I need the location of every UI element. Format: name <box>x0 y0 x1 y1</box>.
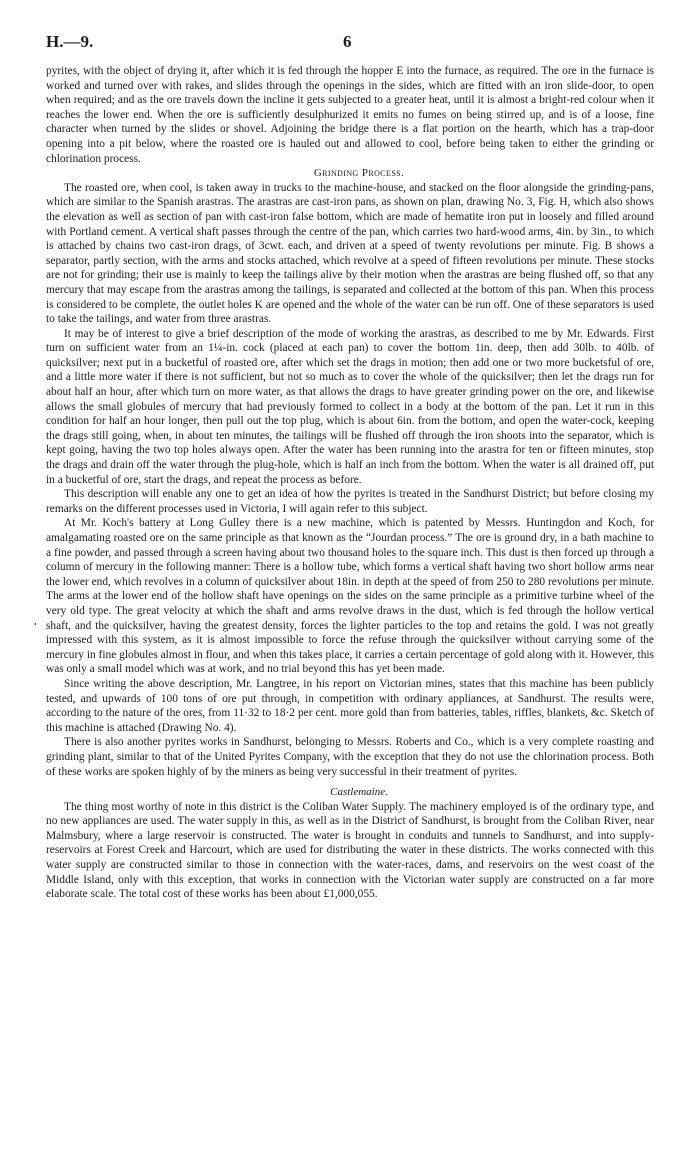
paragraph-grinding-5: Since writing the above description, Mr. Langtree, in his report on Victorian mines, states that this machine has been publicly tested, and upwards of 100 tons of ore put through, in competition with ordinary appliances, at Sandhurst. The results were, according to the nature of the ores, from 11·32 to 18·2 per cent. more gold than from batteries, tables, riffles, blankets, &c. Sketch of this machine is attached (Drawing No. 4). <box>46 677 654 734</box>
paragraph-intro: pyrites, with the object of drying it, after which it is fed through the hopper E into the furnace, as required. The ore in the furnace is worked and turned over with rakes, and slides through the openings in the sides, which are fitted with an iron slide-door, to open when required; and as the ore travels down the incline it gets subjected to a greater heat, until it is almost a bright-red colour when it reaches the lower end. When the ore is sufficiently desulphurized it emits no fumes on being stirred up, and is of a loose, fine character when turned by the slides or shovel. Adjoining the bridge there is a flat portion on the hearth, which has a trap-door opening into a pit below, where the roasted ore is hauled out and allowed to cool, before being taken to either the grinding or chlorination process. <box>46 65 654 165</box>
paragraph-grinding-1: The roasted ore, when cool, is taken away in trucks to the machine-house, and stacked on the floor alongside the grinding-pans, which are similar to the Spanish arastras. The arastras are cast-iron pans, as shown on plan, drawing No. 3, Fig. H, which also shows the elevation as well as section of pan with cast-iron false bottom, which are made of hematite iron put in loosely and filled around with Portland cement. A vertical shaft passes through the centre of the pan, which carries two hard-wood arms, 4in. by 3in., to which is attached by chains two cast-iron drags, of 3cwt. each, and driven at a speed of twenty revolutions per minute. Fig. B shows a separator, partly section, with the arms and stocks attached, which revolve at a speed of fifteen revolutions per minute. These stocks are not for grinding; their use is mainly to keep the tailings alive by their motion when the arastras are being flushed off, so that any mercury that may escape from the arastras among the tailings, is separated and collected at the bottom of this pan. When this process is considered to be complete, the outlet holes K are opened and the whole of the water can be run off. One of these separators is used to take the tailings, and water from three arastras. <box>46 181 654 326</box>
page-number: 6 <box>343 32 352 51</box>
paragraph-grinding-3: This description will enable any one to get an idea of how the pyrites is treated in the Sandhurst District; but before closing my remarks on the different processes used in Victoria, I will again refer to this subject. <box>46 488 654 515</box>
paragraph-grinding-4: At Mr. Koch's battery at Long Gulley there is a new machine, which is patented by Messrs. Huntingdon and Koch, for amalgamating roasted ore on the same principle as that known as the “Jourdan process.” The ore is ground dry, in a bath machine to a fine powder, and passed through a screen having about two thousand holes to the square inch. This dust is then forced up through a column of mercury in the following manner: There is a hollow tube, which forms a vertical shaft having two short hollow arms near the lower end, which revolves in a column of quicksilver about 18in. in depth at the speed of from 250 to 280 revolutions per minute. The arms at the lower end of the hollow shaft have openings on the sides on the same principle as a primitive turbine wheel of the very old type. The great velocity at which the shaft and arms revolve draws in the dust, which is fed through the hollow vertical shaft, and the quicksilver, having the greatest density, forces the lighter particles to the top and retains the gold. I was not greatly impressed with this system, as it is almost impossible to force the refuse through the quicksilver without carrying some of the mercury in fine globules almost in flour, and when this takes place, it carries a certain percentage of gold along with it. However, this was only a small model which was at work, and no trial beyond this has yet been made. <box>46 517 654 676</box>
section-heading-castlemaine: Castlemaine. <box>330 786 388 799</box>
paragraph-castlemaine-1: The thing most worthy of note in this district is the Coliban Water Supply. The machinery employed is of the ordinary type, and no new appliances are used. The water supply in this, as well as in the District of Sandhurst, is brought from the Coliban River, near Malmsbury, where a large reservoir is constructed. The water is brought in conduits and tunnels to Sandhurst, and into supply-reservoirs at Forest Creek and Harcourt, which are used for distributing the water in these districts. The works connected with this water supply are constructed similar to those in connection with the water-races, dams, and reservoirs on the west coast of the Middle Island, only with this exception, that works in connection with the Victorian water supply are constructed on a far more elaborate scale. The total cost of these works has been about £1,000,055. <box>46 800 654 901</box>
running-header <box>46 32 606 56</box>
paragraph-grinding-6: There is also another pyrites works in Sandhurst, belonging to Messrs. Roberts and Co., which is a very complete roasting and grinding plant, similar to that of the United Pyrites Company, with the exception that they do not use the chlorination process. Both of these works are spoken highly of by the miners as being very successful in their treatment of pyrites. <box>46 736 654 778</box>
margin-dot: • <box>34 620 37 629</box>
section-heading-grinding: Grinding Process. <box>313 167 405 180</box>
document-reference: H.—9. <box>46 32 94 51</box>
body-text <box>46 64 654 902</box>
paragraph-grinding-2: It may be of interest to give a brief description of the mode of working the arastras, as described to me by Mr. Edwards. First turn on sufficient water from an 1¼-in. cock (placed at each pan) to cover the bottom 1in. deep, then add 30lb. to 40lb. of quicksilver; next put in a bucketful of roasted ore, after which set the drags in motion; then add one or two more bucketsful of ore, and a little more water if there is not sufficient, but not so much as to cover the whole of the quicksilver; then let the drags run for about half an hour, after which turn on more water, as that allows the drags to have greater grinding power on the ore, and likewise allows the small globules of mercury that had previously formed to collect in a body at the bottom of the pan. Let it run in this condition for half an hour longer, then pull out the top plug, which is about 6in. from the bottom, and open the water-cock, keeping the drags still going, when, in about ten minutes, the tailings will be flushed off through the iron shoots into the separator, which is kept going, having the two top holes always open. After the water has been running into the arastra for ten or fifteen minutes, stop the drags and drain off the water through the plug-hole, which is half an inch from the bottom. When the water is all drained off, put in a bucketful of ore, start the drags, and repeat the process as before. <box>46 327 654 486</box>
